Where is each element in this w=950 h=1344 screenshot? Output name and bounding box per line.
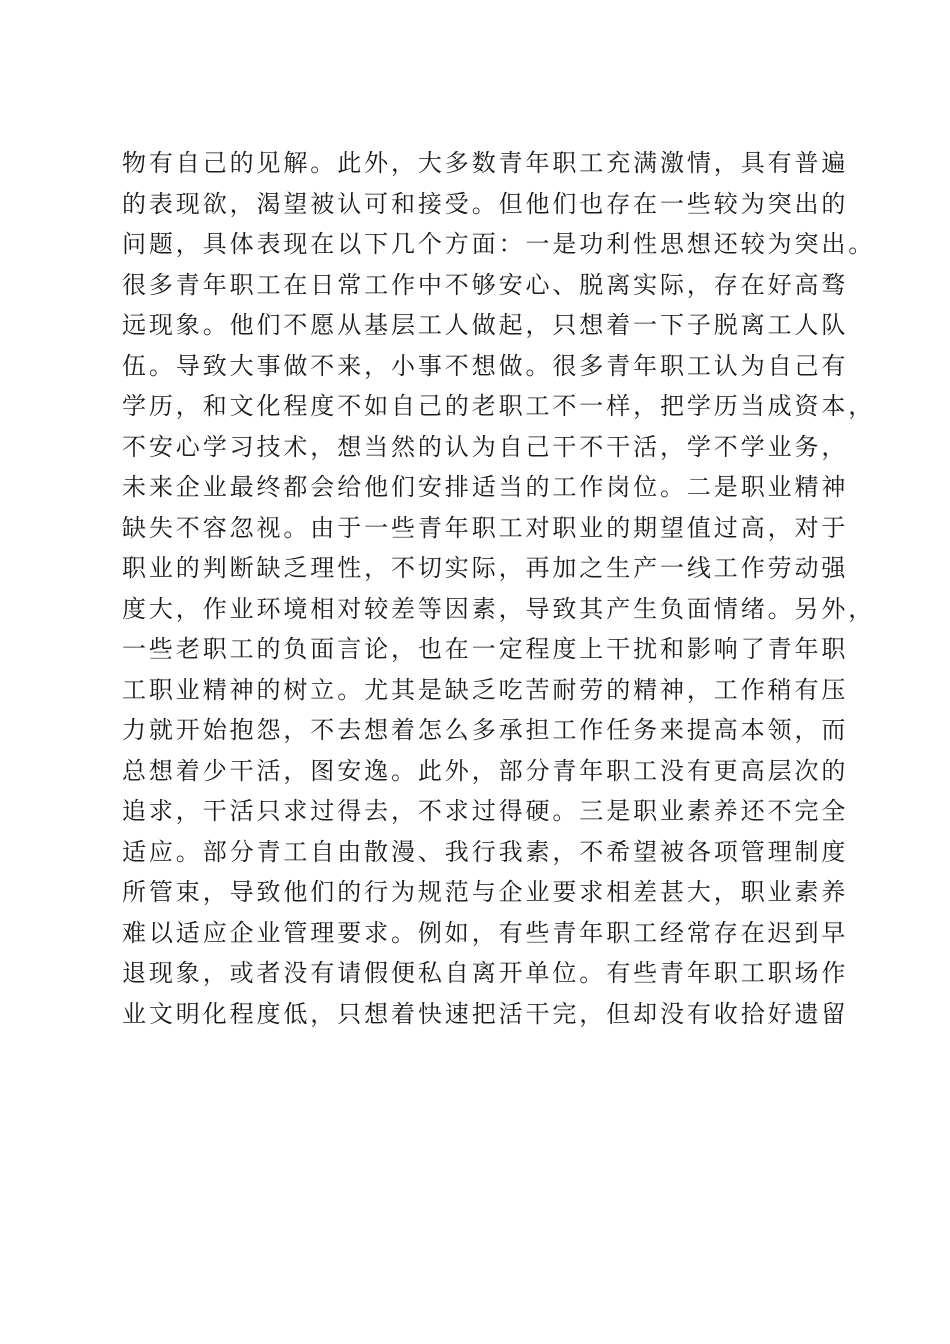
text-line: 难以适应企业管理要求。例如，有些青年职工经常存在迟到早	[122, 918, 849, 947]
text-line: 缺失不容忽视。由于一些青年职工对职业的期望值过高，对于	[122, 513, 849, 542]
text-line: 工职业精神的树立。尤其是缺乏吃苦耐劳的精神，工作稍有压	[122, 675, 849, 704]
text-line: 学历，和文化程度不如自己的老职工不一样，把学历当成资本，	[122, 392, 876, 420]
text-line: 伍。导致大事做不来，小事不想做。很多青年职工认为自己有	[122, 351, 849, 380]
text-line: 适应。部分青工自由散漫、我行我素，不希望被各项管理制度	[122, 837, 849, 866]
text-line: 的表现欲，渴望被认可和接受。但他们也存在一些较为突出的	[122, 189, 849, 218]
text-line: 追求，干活只求过得去，不求过得硬。三是职业素养还不完全	[122, 797, 849, 825]
text-line: 所管束，导致他们的行为规范与企业要求相差甚大，职业素养	[122, 878, 849, 906]
text-line: 度大，作业环境相对较差等因素，导致其产生负面情绪。另外，	[122, 594, 876, 623]
text-line: 职业的判断缺乏理性，不切实际，再加之生产一线工作劳动强	[122, 554, 849, 582]
text-line: 力就开始抱怨，不去想着怎么多承担工作任务来提高本领，而	[122, 716, 849, 744]
text-line: 总想着少干活，图安逸。此外，部分青年职工没有更高层次的	[122, 756, 849, 785]
text-line: 一些老职工的负面言论，也在一定程度上干扰和影响了青年职	[122, 635, 849, 663]
text-line: 很多青年职工在日常工作中不够安心、脱离实际，存在好高骛	[122, 270, 849, 299]
text-line: 未来企业最终都会给他们安排适当的工作岗位。二是职业精神	[122, 473, 849, 501]
text-line: 不安心学习技术，想当然的认为自己干不干活，学不学业务，	[122, 432, 849, 461]
text-line: 业文明化程度低，只想着快速把活干完，但却没有收拾好遗留	[122, 999, 849, 1028]
body-text	[122, 143, 876, 1034]
text-line: 问题，具体表现在以下几个方面：一是功利性思想还较为突出。	[122, 230, 876, 258]
text-line: 物有自己的见解。此外，大多数青年职工充满激情，具有普遍	[122, 149, 849, 177]
text-line: 退现象，或者没有请假便私自离开单位。有些青年职工职场作	[122, 959, 849, 987]
text-line: 远现象。他们不愿从基层工人做起，只想着一下子脱离工人队	[122, 311, 849, 339]
